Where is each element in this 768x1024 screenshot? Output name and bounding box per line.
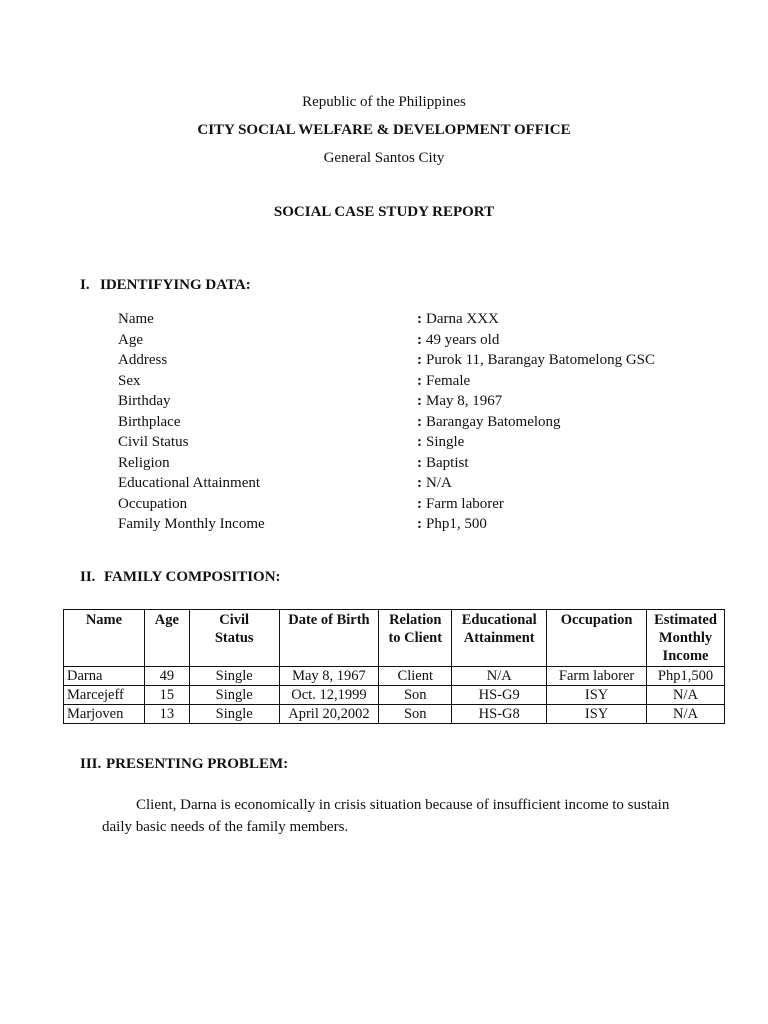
presenting-problem-paragraph: Client, Darna is economically in crisis situation because of insufficient income to sustain daily basic needs of the family members. [102, 797, 670, 835]
section-title: PRESENTING PROBLEM: [106, 756, 289, 772]
section-identifying-data-heading [80, 276, 251, 294]
table-cell: Single [189, 705, 279, 724]
republic-line: Republic of the Philippines [302, 94, 466, 110]
table-cell: Single [189, 667, 279, 686]
section-presenting-problem-heading [80, 755, 288, 773]
family-composition-table [63, 609, 725, 724]
table-cell: Son [379, 686, 452, 705]
field-label: Age [118, 331, 143, 348]
table-row [64, 686, 725, 705]
field-value: : Single [417, 434, 465, 450]
table-cell: Marcejeff [64, 686, 145, 705]
table-cell: HS-G8 [452, 705, 547, 724]
field-value: : 49 years old [417, 331, 500, 348]
field-label: Birthday [118, 393, 171, 409]
report-title: SOCIAL CASE STUDY REPORT [273, 204, 495, 220]
column-header: Age [144, 610, 189, 667]
table-cell: ISY [547, 686, 647, 705]
table-cell: N/A [452, 667, 547, 686]
field-label: Civil Status [118, 434, 189, 450]
section-number: II. [80, 569, 96, 585]
table-cell: Farm laborer [547, 667, 647, 686]
table-cell: N/A [647, 705, 725, 724]
table-cell: April 20,2002 [279, 705, 379, 724]
table-cell: Marjoven [64, 705, 145, 724]
table-header-row [64, 610, 725, 667]
office-name: CITY SOCIAL WELFARE & DEVELOPMENT OFFICE [197, 122, 571, 138]
field-value: : Farm laborer [417, 495, 504, 512]
table-cell: Son [379, 705, 452, 724]
column-header: Estimated Monthly Income [647, 610, 725, 667]
column-header: Educational Attainment [452, 610, 547, 667]
column-header: Occupation [547, 610, 647, 667]
section-number: III. [80, 756, 102, 772]
table-cell: ISY [547, 705, 647, 724]
table-cell: N/A [647, 686, 725, 705]
field-value: : N/A [417, 475, 452, 491]
table-cell: Single [189, 686, 279, 705]
table-cell: 13 [144, 705, 189, 724]
field-value: : Baptist [417, 454, 469, 471]
section-family-composition-heading [80, 568, 281, 586]
column-header: Relation to Client [379, 610, 452, 667]
field-value: : Female [417, 372, 471, 389]
field-label: Religion [118, 454, 170, 471]
field-label: Address [118, 352, 168, 368]
table-cell: HS-G9 [452, 686, 547, 705]
field-label: Family Monthly Income [118, 516, 265, 532]
table-cell: Oct. 12,1999 [279, 686, 379, 705]
table-cell: May 8, 1967 [279, 667, 379, 686]
table-row [64, 667, 725, 686]
field-value: : Php1, 500 [417, 516, 487, 532]
column-header: Date of Birth [279, 610, 379, 667]
section-number: I. [80, 277, 90, 293]
field-value: : Darna XXX [417, 311, 499, 327]
city-name: General Santos City [323, 150, 445, 166]
field-label: Educational Attainment [118, 475, 261, 491]
table-cell: Php1,500 [647, 667, 725, 686]
section-title: IDENTIFYING DATA: [100, 277, 251, 293]
column-header: Name [64, 610, 145, 667]
field-label: Name [118, 311, 154, 327]
table-row [64, 705, 725, 724]
table-cell: 15 [144, 686, 189, 705]
table-cell: Darna [64, 667, 145, 686]
column-header: Civil Status [189, 610, 279, 667]
field-label: Occupation [118, 495, 188, 512]
field-label: Birthplace [118, 413, 181, 430]
field-value: : Purok 11, Barangay Batomelong GSC [417, 352, 656, 368]
table-cell: Client [379, 667, 452, 686]
field-value: : Barangay Batomelong [417, 413, 561, 430]
field-label: Sex [118, 372, 141, 389]
field-value: : May 8, 1967 [417, 393, 503, 409]
section-title: FAMILY COMPOSITION: [104, 569, 281, 585]
table-cell: 49 [144, 667, 189, 686]
